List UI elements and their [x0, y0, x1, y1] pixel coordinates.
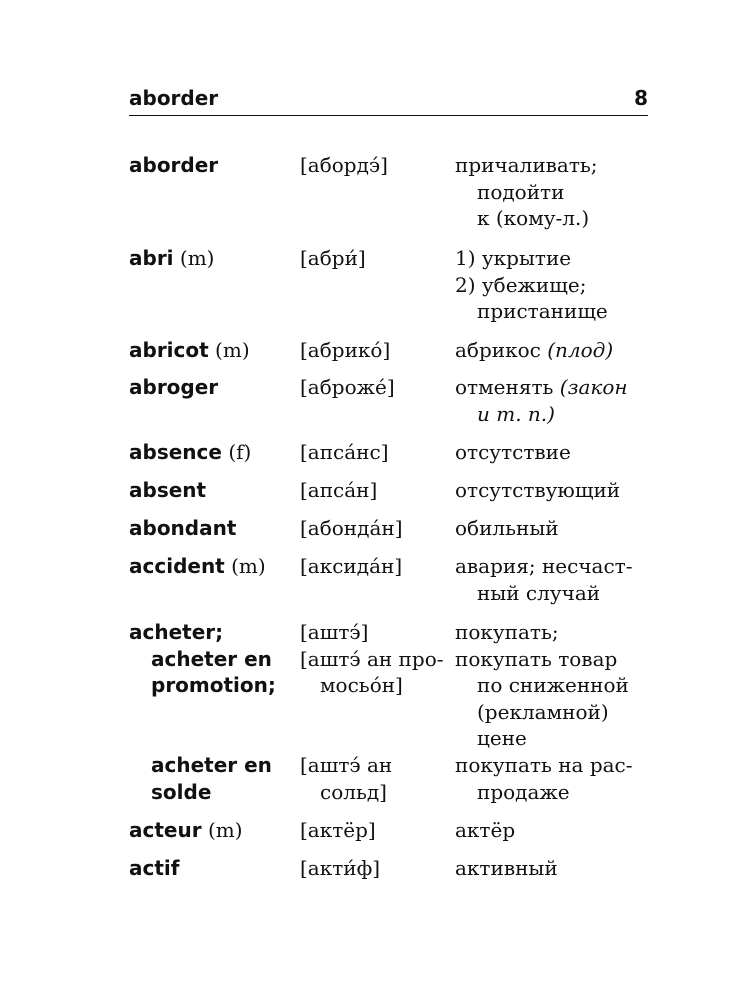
- gender: (m): [231, 554, 266, 578]
- french-word: accident: [129, 554, 225, 578]
- transcription: [актёр]: [300, 818, 376, 842]
- gender: (m): [179, 246, 215, 270]
- transcription: [абонда́н]: [300, 516, 403, 540]
- transcription: [апса́нс]: [300, 440, 389, 464]
- translation: актёр: [455, 818, 516, 842]
- french-word: abondant: [129, 516, 237, 540]
- translation: обильный: [455, 516, 559, 540]
- translation: причаливать; подойти к (кому-л.): [455, 153, 598, 230]
- running-header: [129, 85, 648, 116]
- transcription: [абордэ́]: [300, 153, 388, 177]
- french-word: abricot: [129, 338, 209, 362]
- translation: авария; несчаст- ный случай: [455, 554, 633, 605]
- transcription: [абри́]: [300, 246, 366, 270]
- translation: абрикос (плод): [455, 338, 614, 362]
- gender: (m): [215, 338, 250, 362]
- translation: отменять (закон и т. п.): [455, 375, 628, 426]
- transcription: [апса́н]: [300, 478, 378, 502]
- translation: покупать на рас- продаже: [455, 753, 633, 804]
- french-word: actif: [129, 856, 180, 880]
- french-word: aborder: [129, 153, 219, 177]
- french-subword: acheter en: [151, 646, 272, 671]
- gender: (f): [228, 440, 252, 464]
- french-word: acteur: [129, 818, 202, 842]
- transcription: [акти́ф]: [300, 856, 381, 880]
- translation: отсутствующий: [455, 478, 621, 502]
- french-word: absence: [129, 440, 222, 464]
- french-word: absent: [129, 478, 207, 502]
- translation: активный: [455, 856, 558, 880]
- translation: покупать; покупать товар по сниженной (рекламной) цене: [455, 620, 629, 750]
- french-word: acheter;: [129, 620, 224, 644]
- translation: 1) укрытие 2) убежище; пристанище: [455, 246, 608, 323]
- page-number: 8: [634, 86, 648, 110]
- translation: отсутствие: [455, 440, 571, 464]
- transcription: [аштэ́] [аштэ́ ан про- мосьо́н]: [300, 620, 444, 697]
- running-headword: aborder: [129, 86, 219, 110]
- transcription: [аксида́н]: [300, 554, 403, 578]
- transcription: [аштэ́ ан сольд]: [300, 753, 393, 804]
- transcription: [абрико́]: [300, 338, 391, 362]
- transcription: [аброже́]: [300, 375, 395, 399]
- gender: (m): [207, 818, 243, 842]
- french-word: abroger: [129, 375, 219, 399]
- french-subword: promotion;: [151, 673, 276, 697]
- french-subword: acheter en: [151, 753, 272, 777]
- french-subword: solde: [151, 779, 212, 804]
- french-word: abri: [129, 246, 174, 270]
